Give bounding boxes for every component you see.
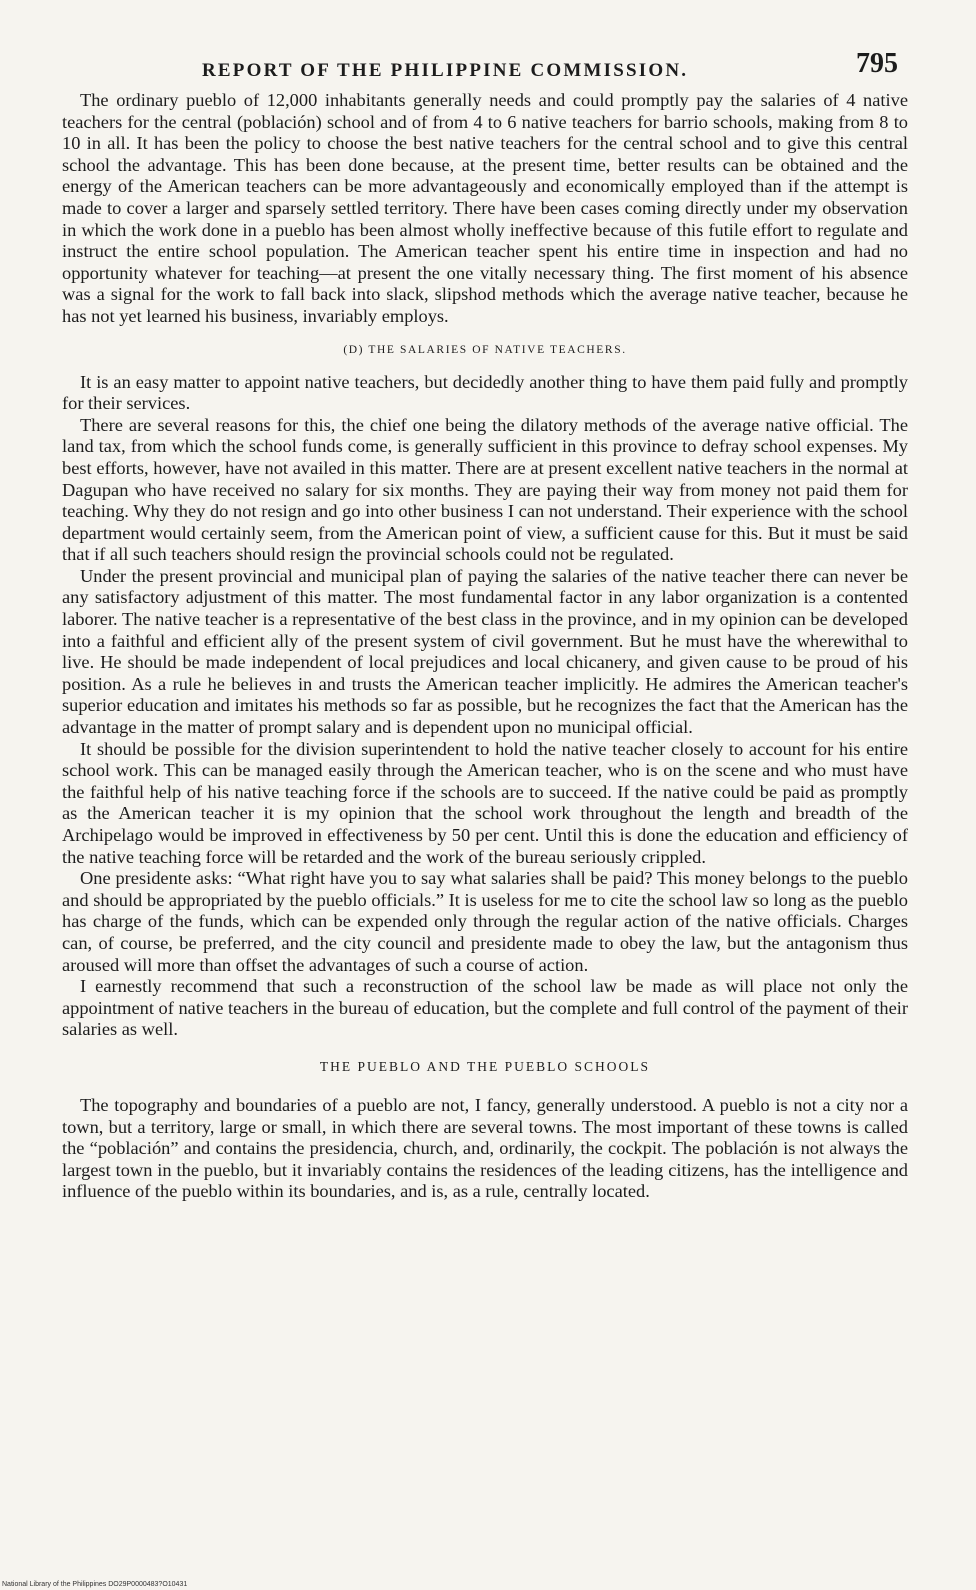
document-page <box>62 42 908 1562</box>
page-number: 795 <box>856 48 898 79</box>
library-watermark: National Library of the Philippines DO29P0000483?O10431 <box>2 1581 188 1588</box>
paragraph-appoint-teachers: It is an easy matter to appoint native teachers, but decidedly another thing to have them paid fully and promptly for their services. <box>62 371 908 414</box>
paragraph-provincial-plan: Under the present provincial and municipal plan of paying the salaries of the native teacher there can never be any satisfactory adjustment of this matter. The most fundamental factor in any labor organization is a contented laborer. The native teacher is a representative of the best class in the province, and in my opinion can be developed into a faithful and efficient ally of the present system of civil government. But he must have the wherewithal to live. He should be made independent of local prejudices and local chicanery, and given cause to be proud of his position. As a rule he believes in and trusts the American teacher implicitly. He admires the American teacher's superior education and imitates his methods so far as possible, but he recognizes the fact that the American has the advantage in the matter of prompt salary and is dependent upon no municipal official. <box>62 565 908 738</box>
paragraph-presidente-asks: One presidente asks: “What right have you to say what salaries shall be paid? This money belongs to the pueblo and should be appropriated by the pueblo officials.” It is useless for me to cite the school law so long as the pueblo has charge of the funds, which can be expended only through the regular action of the native officials. Charges can, of course, be preferred, and the city council and presidente made to obey the law, but the antagonism thus aroused will more than offset the advantages of such a course of action. <box>62 868 908 975</box>
paragraph-ordinary-pueblo: The ordinary pueblo of 12,000 inhabitants generally needs and could promptly pay the salaries of 4 native teachers for the central (población) school and of from 4 to 6 native teachers for barrio schools, making from 8 to 10 in all. It has been the policy to choose the best native teachers for the central school and to give this central school the advantage. This has been done because, at the present time, better results can be obtained and the energy of the American teachers can be more advantageously and economically employed than if the attempt is made to cover a larger and sparsely settled territory. There have been cases coming directly under my observation in which the work done in a pueblo has been almost wholly ineffective because of this futile effort to regulate and instruct the entire school population. The American teacher spent his entire time in inspection and had no opportunity whatever for teaching—at present the one vitally necessary thing. The first moment of his absence was a signal for the work to fall back into slack, slipshod methods which the average native teacher, because he has not yet learned his business, invariably employs. <box>62 90 908 326</box>
section-heading-salaries: (D) THE SALARIES OF NATIVE TEACHERS. <box>343 343 627 356</box>
paragraph-topography: The topography and boundaries of a pueblo are not, I fancy, generally understood. A pueblo is not a city nor a town, but a territory, large or small, in which there are several towns. The most important of these towns is called the “población” and contains the presidencia, church, and, ordinarily, the cockpit. The población is not always the largest town in the pueblo, but it invariably contains the residences of the leading citizens, has the intelligence and influence of the pueblo within its boundaries, and is, as a rule, centrally located. <box>62 1094 908 1202</box>
paragraph-dilatory-methods: There are several reasons for this, the chief one being the dilatory methods of the average native official. The land tax, from which the school funds come, is generally sufficient in this province to defray school expenses. My best efforts, however, have not availed in this matter. There are at present excellent native teachers in the normal at Dagupan who have received no salary for six months. They are paying their way from money not paid them for teaching. Why they do not resign and go into other business I can not understand. Their experience with the school department would certainly seem, from the American point of view, a sufficient cause for this. But it must be said that if all such teachers should resign the provincial schools could not be regulated. <box>62 414 908 565</box>
paragraph-division-superintendent: It should be possible for the division superintendent to hold the native teacher closely to account for his entire school work. This can be managed easily through the American teacher, who is on the scene and who must have the faithful help of his native teaching force if the schools are to succeed. If the native could be paid as promptly as the American teacher it is my opinion that the school work throughout the length and breadth of the Archipelago would be improved in effectiveness by 50 per cent. Until this is done the education and efficiency of the native teaching force will be retarded and the work of the bureau seriously crippled. <box>62 738 908 867</box>
running-header <box>62 42 908 90</box>
section-heading-pueblo: THE PUEBLO AND THE PUEBLO SCHOOLS <box>319 1058 651 1074</box>
running-title: REPORT OF THE PHILIPPINE COMMISSION. <box>202 60 689 81</box>
paragraph-recommendation: I earnestly recommend that such a reconstruction of the school law be made as will place not only the appointment of native teachers in the bureau of education, but the complete and full control of the payment of their salaries as well. <box>62 976 908 1040</box>
